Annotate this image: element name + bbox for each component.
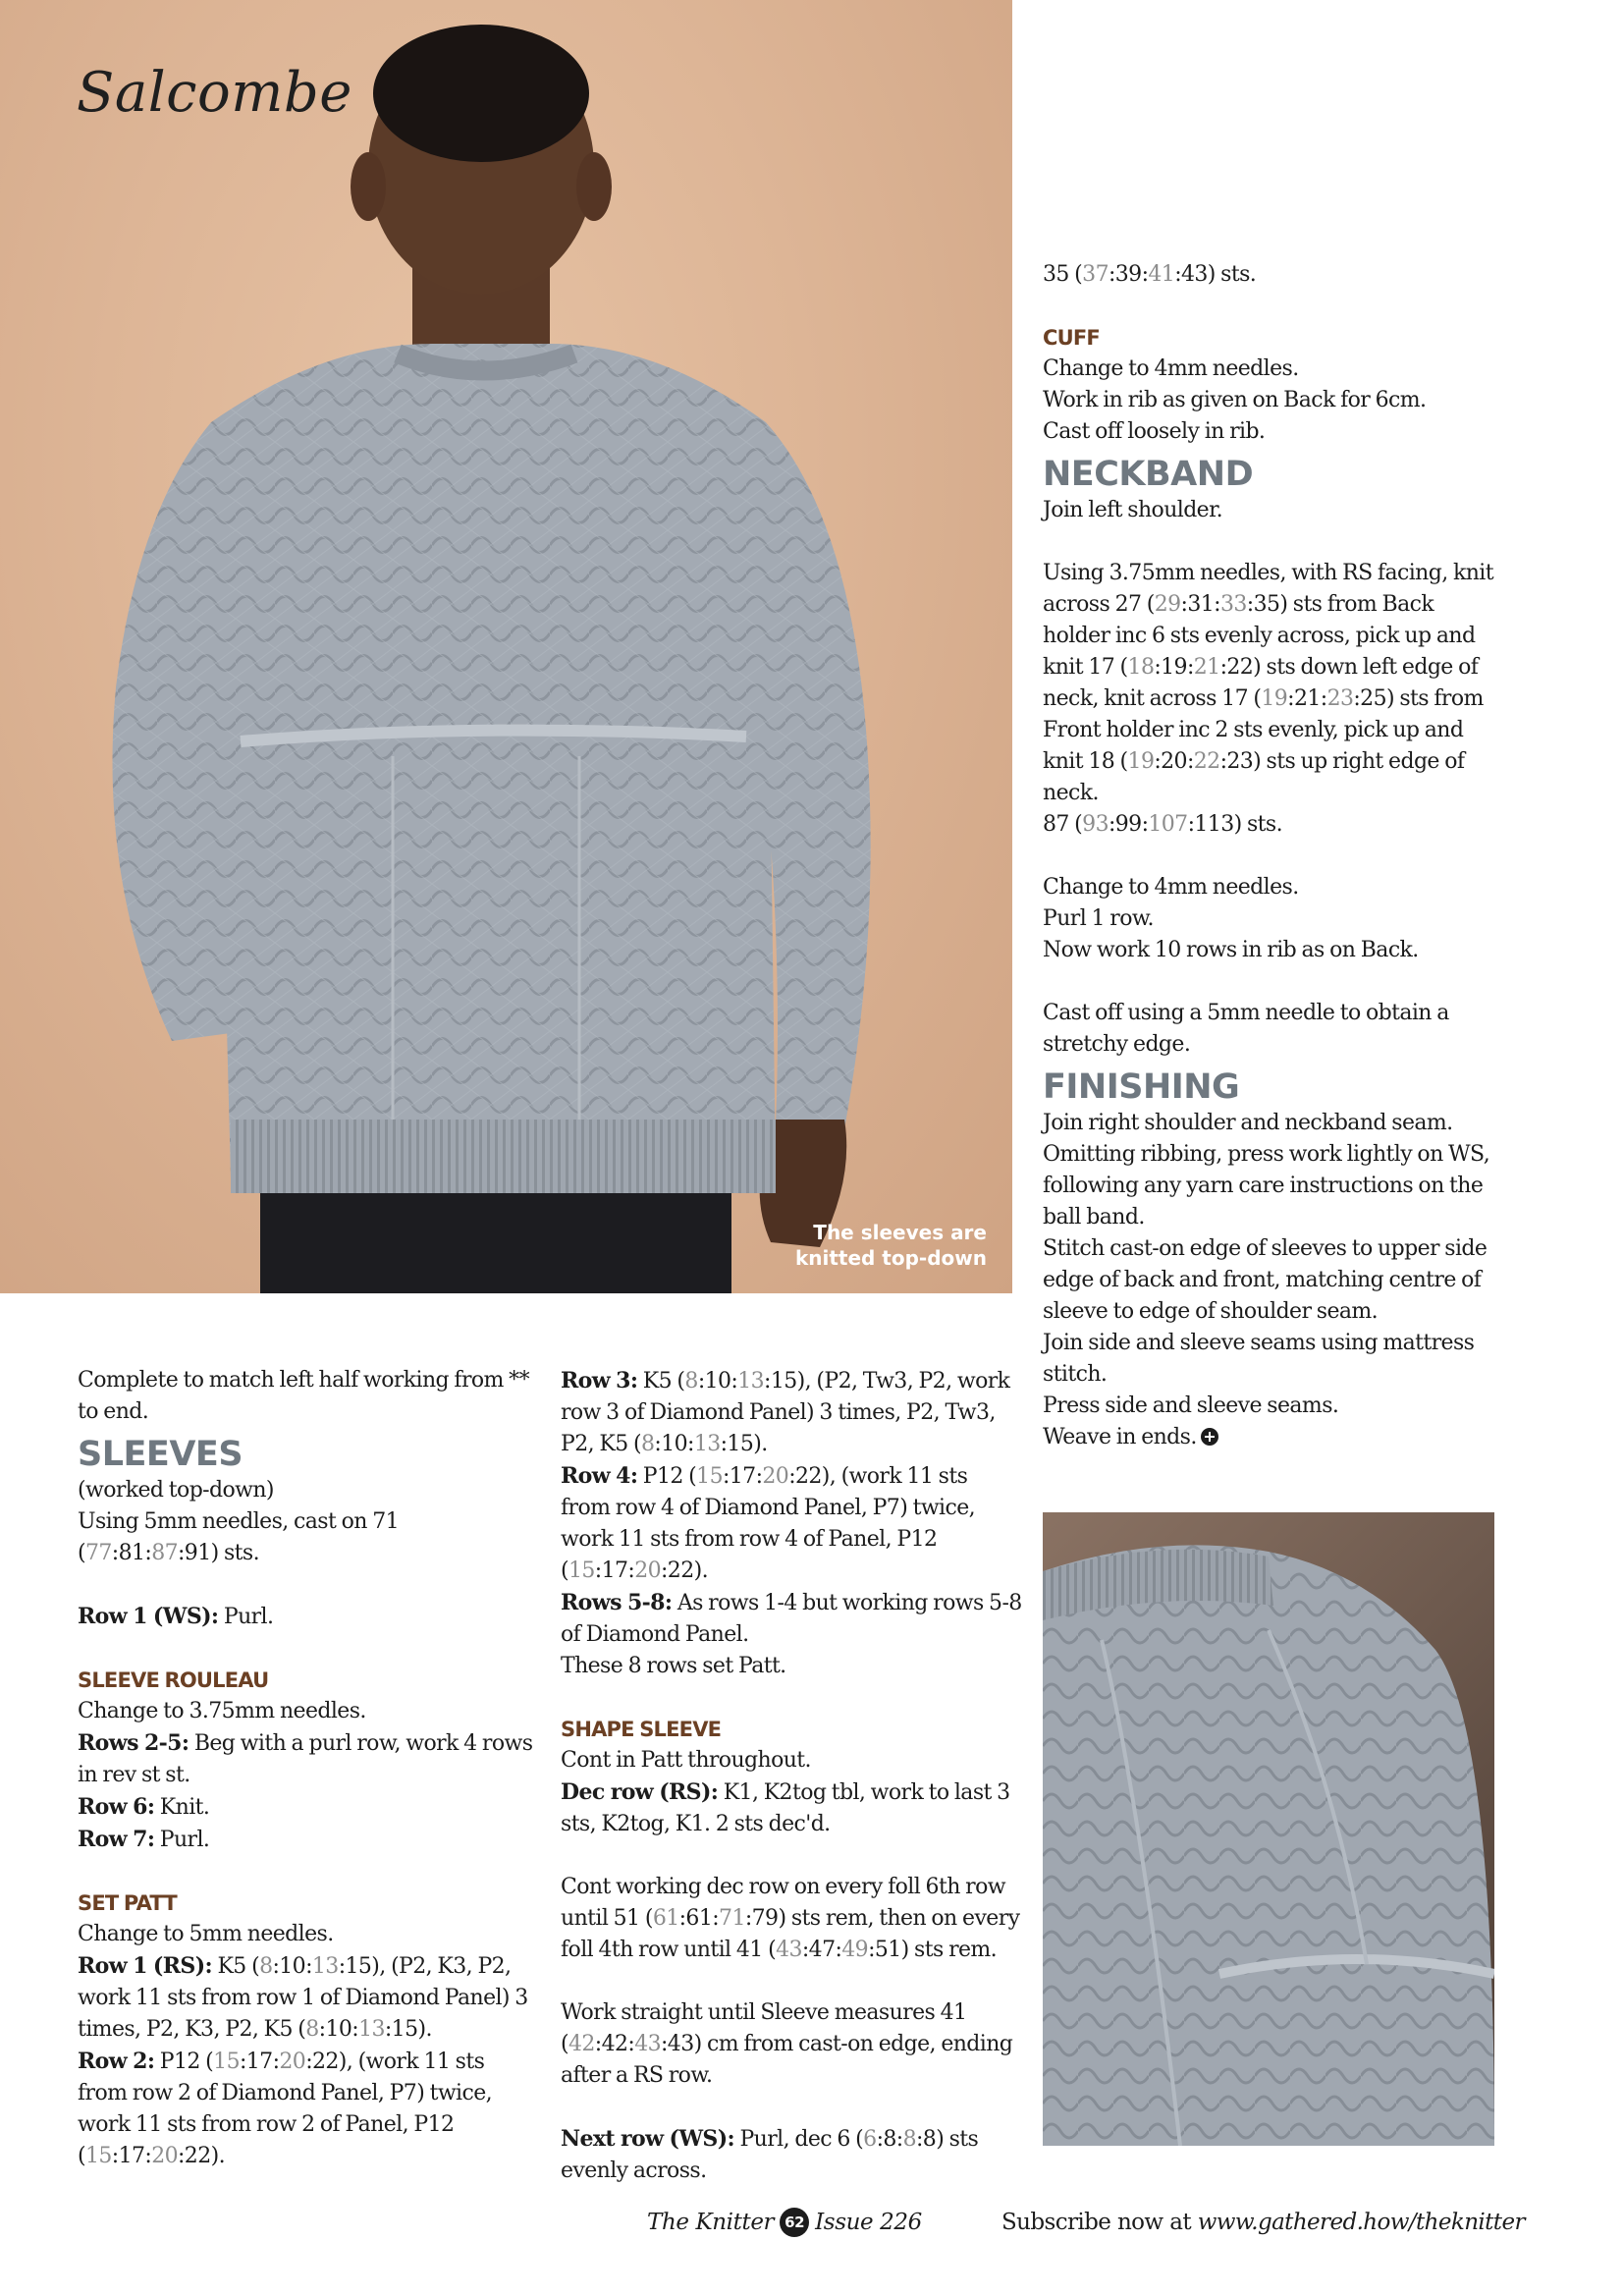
patt-row-1: Row 1 (RS): K5 (8:10:13:15), (P2, K3, P2, work 11 sts from row 1 of Diamond Panel) 3 times, P2, K3, P2, K5 (8:10:13:15). [78, 1953, 528, 2042]
sts-35: 35 (37:39:41:43) sts. [1043, 262, 1257, 287]
subheading-cuff: CUFF [1043, 326, 1100, 350]
cuff-line-3: Cast off loosely in rib. [1043, 419, 1266, 444]
patt-rows-5-8: Rows 5-8: As rows 1-4 but working rows 5-8 of Diamond Panel. [561, 1590, 1022, 1647]
rows-2-5: Rows 2-5: Beg with a purl row, work 4 rows in rev st st. [78, 1730, 533, 1787]
neck-pick-up: Using 3.75mm needles, with RS facing, knit across 27 (29:31:33:35) sts from Back holder inc 6 sts evenly across, pick up and knit 17 (18:19:21:22) sts down left edge of neck, knit across 17 (19:21:23:25) sts from Front holder inc 2 sts evenly, pick up and knit 18 (19:20:22:23) sts up right edge of neck. [1043, 561, 1493, 805]
finishing-line-4: Join side and sleeve seams using mattress stitch. [1043, 1331, 1475, 1387]
footer-magazine-info [647, 2208, 922, 2237]
magazine-name: The Knitter [647, 2210, 775, 2235]
subscribe-text: Subscribe now at [1001, 2210, 1198, 2235]
cont-patt: Cont in Patt throughout. [561, 1748, 811, 1773]
neck-purl: Purl 1 row. [1043, 906, 1154, 931]
issue-number: Issue 226 [815, 2210, 922, 2235]
neck-cast-off: Cast off using a 5mm needle to obtain a stretchy edge. [1043, 1001, 1449, 1057]
work-straight-text: Work straight until Sleeve measures 41 (42:42:43:43) cm from cast-on edge, ending after a RS row. [561, 2000, 1013, 2088]
sts-87: 87 (93:99:107:113) sts. [1043, 812, 1282, 837]
section-heading-finishing: FINISHING [1043, 1067, 1240, 1107]
neck-change: Change to 4mm needles. [1043, 875, 1299, 900]
finishing-line-3: Stitch cast-on edge of sleeves to upper side edge of back and front, matching centre of sleeve to edge of shoulder seam. [1043, 1236, 1488, 1324]
column-left [78, 1365, 539, 2172]
section-heading-sleeves: SLEEVES [78, 1435, 243, 1474]
finishing-line-2: Omitting ribbing, press work lightly on WS, following any yarn care instructions on the ball band. [1043, 1142, 1490, 1230]
column-right [1043, 259, 1504, 1453]
subheading-sleeve-rouleau: SLEEVE ROULEAU [78, 1668, 269, 1692]
neck-join: Join left shoulder. [1043, 498, 1222, 522]
hero-photo [0, 0, 1012, 1293]
finishing-line-1: Join right shoulder and neckband seam. [1043, 1111, 1453, 1135]
cuff-line-1: Change to 4mm needles. [1043, 356, 1299, 381]
sweater-shoulder-illustration [1043, 1512, 1494, 2146]
row-1-ws: Row 1 (WS): Purl. [78, 1604, 274, 1629]
footer-subscribe [1001, 2210, 1525, 2235]
finishing-line-6: Weave in ends. [1043, 1422, 1504, 1453]
page-number-badge: 62 [780, 2208, 809, 2237]
end-mark-icon [1201, 1428, 1218, 1446]
subscribe-url[interactable]: www.gathered.how/theknitter [1197, 2210, 1525, 2235]
cuff-line-2: Work in rib as given on Back for 6cm. [1043, 388, 1427, 412]
detail-photo [1043, 1512, 1494, 2146]
subheading-shape-sleeve: SHAPE SLEEVE [561, 1718, 722, 1741]
finishing-line-5: Press side and sleeve seams. [1043, 1394, 1339, 1418]
setpatt-change: Change to 5mm needles. [78, 1922, 334, 1946]
sweater-back-illustration [0, 0, 1012, 1293]
sleeves-note: (worked top-down) [78, 1478, 274, 1503]
set-rows-text: These 8 rows set Patt. [561, 1654, 786, 1678]
neck-rib: Now work 10 rows in rib as on Back. [1043, 938, 1419, 962]
section-heading-neckband: NECKBAND [1043, 455, 1254, 494]
patt-row-4: Row 4: P12 (15:17:20:22), (work 11 sts from row 4 of Diamond Panel, P7) twice, work 11 sts from row 4 of Panel, P12 (15:17:20:22). [561, 1463, 976, 1583]
cast-on-text: Using 5mm needles, cast on 71 (77:81:87:91) sts. [78, 1509, 400, 1565]
next-row-ws: Next row (WS): Purl, dec 6 (6:8:8:8) sts evenly across. [561, 2126, 979, 2183]
subheading-set-patt: SET PATT [78, 1891, 177, 1915]
pattern-title: Salcombe [77, 61, 352, 125]
row-7: Row 7: Purl. [78, 1827, 210, 1852]
dec-row: Dec row (RS): K1, K2tog tbl, work to last 3 sts, K2tog, K1. 2 sts dec'd. [561, 1779, 1010, 1836]
photo-caption: The sleeves are knitted top-down [794, 1221, 987, 1270]
column-middle [561, 1365, 1022, 2187]
patt-row-2: Row 2: P12 (15:17:20:22), (work 11 sts from row 2 of Diamond Panel, P7) twice, work 11 sts from row 2 of Panel, P12 (15:17:20:22). [78, 2049, 493, 2168]
cont-dec-text: Cont working dec row on every foll 6th row until 51 (61:61:71:79) sts rem, then on every foll 4th row until 41 (43:47:49:51) sts rem. [561, 1875, 1020, 1962]
intro-text: Complete to match left half working from ** to end. [78, 1368, 529, 1424]
patt-row-3: Row 3: K5 (8:10:13:15), (P2, Tw3, P2, work row 3 of Diamond Panel) 3 times, P2, Tw3, P2, K5 (8:10:13:15). [561, 1368, 1010, 1456]
rouleau-change: Change to 3.75mm needles. [78, 1699, 366, 1723]
row-6: Row 6: Knit. [78, 1794, 210, 1820]
